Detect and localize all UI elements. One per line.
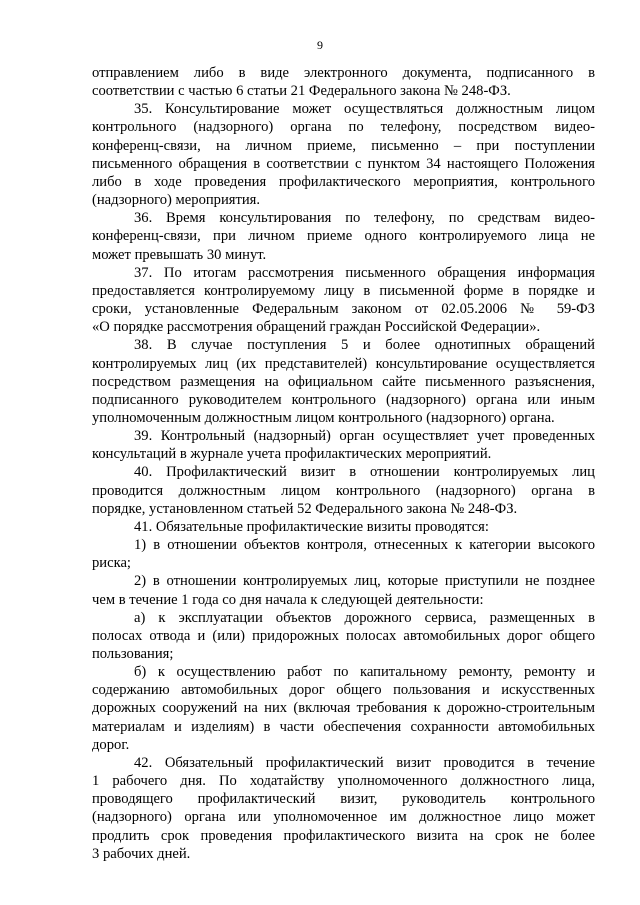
text-line: соответствии с частью 6 статьи 21 Федерального закона № 248-ФЗ. xyxy=(92,83,511,100)
text-line: 35. Консультирование может осуществляться должностным лицом xyxy=(134,101,595,118)
text-line: 40. Профилактический визит в отношении контролируемых лиц xyxy=(134,464,595,481)
text-line: проводится должностным лицом контрольного (надзорного) органа в xyxy=(92,482,595,499)
text-line: отправлением либо в виде электронного документа, подписанного в xyxy=(92,65,595,81)
page-number: 9 xyxy=(317,38,323,52)
paragraph xyxy=(92,536,595,572)
text-line: 42. Обязательный профилактический визит проводится в течение xyxy=(134,754,595,771)
text-line: пользования; xyxy=(92,646,174,662)
paragraph xyxy=(92,463,595,517)
text-line: контрольного (надзорного) органа по телефону, посредством видео- xyxy=(92,119,595,136)
text-line: чем в течение 1 года со дня начала к следующей деятельности: xyxy=(92,591,484,608)
text-line: дорожных сооружений на них (включая требования к дорожно-строительным xyxy=(92,700,595,717)
paragraph xyxy=(92,572,595,608)
text-line: 36. Время консультирования по телефону, по средствам видео- xyxy=(134,210,595,227)
text-line: 37. По итогам рассмотрения письменного обращения информация xyxy=(134,264,595,281)
text-line: 38. В случае поступления 5 и более однотипных обращений xyxy=(134,337,595,354)
text-line: 41. Обязательные профилактические визиты проводятся: xyxy=(134,518,489,535)
paragraph xyxy=(92,427,595,463)
text-line: риска; xyxy=(92,555,131,572)
text-line: б) к осуществлению работ по капитальному ремонту, ремонту и xyxy=(134,664,595,681)
text-line: продлить срок проведения профилактического визита на срок не более xyxy=(92,827,595,844)
text-line: консультаций в журнале учета профилактических мероприятий. xyxy=(92,446,492,463)
text-line: проводящего профилактический визит, руководитель контрольного xyxy=(92,791,595,808)
paragraph xyxy=(92,336,595,427)
text-line: сроки, установленные Федеральным законом от 02.05.2006 № 59-ФЗ xyxy=(92,301,595,318)
paragraph xyxy=(92,663,595,754)
document-body xyxy=(92,64,595,863)
text-line: конференц-связи, на личном приеме, письменно – при поступлении xyxy=(92,137,595,154)
text-line: посредством размещения на официальном сайте письменного разъяснения, xyxy=(92,373,595,390)
text-line: а) к эксплуатации объектов дорожного сервиса, размещенных в xyxy=(134,609,595,626)
text-line: подписанного руководителем контрольного (надзорного) органа или иным xyxy=(92,391,595,408)
text-line: материалам и изделиям) в части обеспечения сохранности автомобильных xyxy=(92,718,595,735)
text-line: 1) в отношении объектов контроля, отнесенных к категории высокого xyxy=(134,537,595,554)
text-line: конференц-связи, при личном приеме одного контролируемого лица не xyxy=(92,228,595,245)
paragraph xyxy=(92,209,595,263)
text-line: полосах отвода и (или) придорожных полосах автомобильных дорог общего xyxy=(92,627,595,644)
paragraph xyxy=(92,264,595,337)
text-line: 2) в отношении контролируемых лиц, которые приступили не позднее xyxy=(134,573,595,590)
text-line: (надзорного) мероприятия. xyxy=(92,192,261,209)
text-line: уполномоченным должностным лицом контрольного (надзорного) органа. xyxy=(92,409,555,426)
text-line: контролируемых лиц (их представителей) консультирование осуществляется xyxy=(92,355,595,372)
paragraph xyxy=(92,518,595,536)
paragraph xyxy=(92,64,595,100)
text-line: письменного обращения в соответствии с пунктом 34 настоящего Положения xyxy=(92,155,595,172)
text-line: 3 рабочих дней. xyxy=(92,845,191,862)
text-line: предоставляется контролируемому лицу в письменной форме в порядке и xyxy=(92,282,595,299)
text-line: дорог. xyxy=(92,736,130,753)
paragraph xyxy=(92,754,595,863)
text-line: 1 рабочего дня. По ходатайству уполномоченного должностного лица, xyxy=(92,773,595,790)
text-line: может превышать 30 минут. xyxy=(92,246,267,263)
text-line: содержанию автомобильных дорог общего пользования и искусственных xyxy=(92,682,595,699)
paragraph xyxy=(92,100,595,209)
text-line: «О порядке рассмотрения обращений граждан Российской Федерации». xyxy=(92,319,541,336)
text-line: (надзорного) органа или уполномоченное им должностное лицо может xyxy=(92,809,595,826)
text-line: либо в ходе проведения профилактического мероприятия, контрольного xyxy=(92,173,595,190)
text-line: 39. Контрольный (надзорный) орган осуществляет учет проведенных xyxy=(134,428,595,445)
paragraph xyxy=(92,609,595,663)
text-line: порядке, установленном статьей 52 Федерального закона № 248-ФЗ. xyxy=(92,500,518,517)
